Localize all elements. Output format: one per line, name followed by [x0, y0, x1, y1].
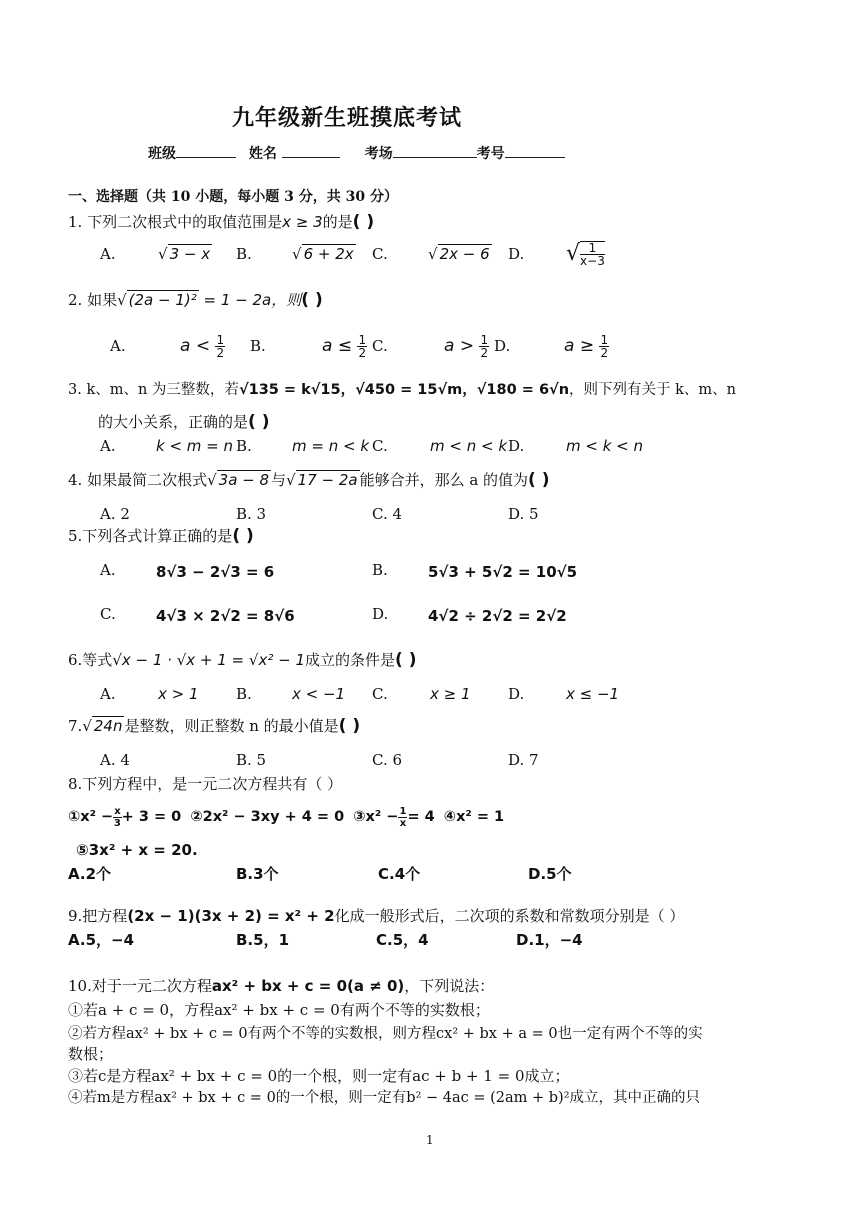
q5-option-d-value: 4√2 ÷ 2√2 = 2√2 — [428, 607, 567, 625]
q5-option-a[interactable] — [100, 560, 116, 580]
q3-text-line2: 的大小关系，正确的是 — [98, 413, 249, 431]
exam-title: 九年级新生班摸底考试 — [232, 105, 463, 131]
q6-option-b-value: x < −1 — [292, 685, 346, 703]
question-4-stem: 4. 如果最简二次根式√ 3a − 8 与√ 17 − 2a 能够合并，那么 a 的值为( ) — [68, 470, 550, 490]
section-heading: 一、选择题（共 10 小题，每小题 3 分，共 30 分） — [68, 189, 398, 205]
q2-option-c[interactable] — [372, 336, 388, 356]
q6-option-d[interactable] — [508, 684, 524, 704]
class-label: 班级 — [148, 146, 176, 162]
fraction-numerator: 1 — [480, 332, 489, 347]
q7-option-a[interactable]: A. 4 — [100, 751, 130, 769]
name-blank[interactable] — [282, 143, 340, 158]
class-blank[interactable] — [176, 143, 236, 158]
q3-option-a[interactable] — [100, 436, 116, 456]
radicand: 2x − 6 — [439, 245, 490, 263]
fraction-numerator: 1 — [600, 332, 609, 347]
room-blank[interactable] — [393, 143, 477, 158]
q1-option-d-value: √ $\frac{1}{x-3}$ — [566, 241, 605, 268]
q8-equations — [68, 802, 504, 832]
q6-option-b[interactable] — [236, 684, 252, 704]
q5-option-b-value: 5√3 + 5√2 = 10√5 — [428, 563, 578, 581]
q9-math: (2x − 1)(3x + 2) = x² + 2 — [127, 907, 335, 925]
q5-option-d[interactable] — [372, 604, 388, 624]
fraction-denominator: x — [399, 817, 407, 829]
q7-option-d[interactable]: D. 7 — [508, 751, 539, 769]
option-label: C. — [100, 605, 116, 623]
radicand: (2a − 1)² — [128, 291, 197, 309]
q6-text: 6.等式 — [68, 651, 113, 669]
q6-option-d-value: x ≤ −1 — [566, 685, 620, 703]
option-label: A. — [100, 437, 116, 455]
fraction-numerator: 1 — [399, 805, 407, 817]
inequality: a > — [444, 336, 475, 356]
option-label: B. — [250, 337, 266, 355]
q6-option-a-value: x > 1 — [158, 685, 199, 703]
q10-text: 10.对于一元二次方程 — [68, 977, 212, 995]
q4-option-d[interactable]: D. 5 — [508, 505, 539, 523]
radicand: 17 − 2a — [297, 471, 358, 489]
fraction-numerator: x — [114, 805, 121, 817]
q5-option-a-value: 8√3 − 2√3 = 6 — [156, 563, 275, 581]
q1-math: x ≥ 3 — [282, 213, 323, 231]
number-label: 考号 — [476, 146, 505, 162]
q3-text-post: ，则下列有关于 k、m、n — [569, 382, 737, 398]
q4-text-post: 能够合并，那么 a 的值为 — [359, 471, 529, 489]
q4-option-b[interactable]: B. 3 — [236, 505, 267, 523]
q10-math: ax² + bx + c = 0(a ≠ 0) — [211, 977, 405, 995]
fraction-numerator: 1 — [358, 332, 367, 347]
option-label: C. — [372, 337, 388, 355]
q7-text-post: 是整数，则正整数 n 的最小值是 — [124, 717, 339, 735]
fraction-denominator: x−3 — [580, 254, 605, 268]
q3-option-a-value: k < m = n — [156, 437, 234, 455]
fraction-numerator: 1 — [216, 332, 225, 347]
q3-math: √135 = k√15，√450 = 15√m，√180 = 6√n — [238, 382, 570, 398]
q2-option-b[interactable] — [250, 336, 266, 356]
q1-option-a-value: √ 3 − x — [158, 245, 211, 263]
q3-text: 3. k、m、n 为三整数，若 — [68, 382, 239, 398]
fraction-denominator: 2 — [480, 345, 489, 360]
q10-text-post: ，下列说法： — [404, 977, 495, 995]
q6-option-c[interactable] — [372, 684, 388, 704]
radicand: 3a − 8 — [218, 471, 270, 489]
q4-option-a[interactable]: A. 2 — [100, 505, 130, 523]
q10-statement-2-line2: 数根； — [68, 1045, 114, 1063]
q3-option-d[interactable] — [508, 436, 524, 456]
option-label: D. — [508, 245, 525, 263]
q2-option-d-value — [564, 326, 609, 366]
question-9-stem — [68, 906, 684, 926]
answer-paren[interactable]: ( ) — [232, 526, 254, 546]
option-label: D. — [508, 437, 525, 455]
q1-option-b[interactable] — [236, 244, 252, 264]
answer-paren[interactable]: ( ) — [248, 412, 270, 432]
inequality: a < — [180, 336, 211, 356]
q10-statement-4: ④若m是方程ax² + bx + c = 0的一个根，则一定有b² − 4ac = (2am + b)²成立，其中正确的只 — [68, 1090, 701, 1106]
question-2-stem: 2. 如果√ (2a − 1)² = 1 − 2a，则( ) — [68, 290, 323, 310]
option-label: A. — [100, 561, 116, 579]
q4-option-c[interactable]: C. 4 — [372, 505, 403, 523]
q1-option-a[interactable] — [100, 244, 116, 264]
equation-1: ①x² − — [68, 809, 114, 825]
q9-text: 9.把方程 — [68, 907, 128, 925]
q9-option-a[interactable]: A.5，−4 — [68, 931, 135, 949]
q1-option-c-value: √ 2x − 6 — [428, 245, 490, 263]
q5-option-b[interactable] — [372, 560, 388, 580]
q4-text-mid: 与 — [271, 471, 287, 489]
q10-statement-2-line1: ②若方程ax² + bx + c = 0有两个不等的实数根，则方程cx² + bx + a = 0也一定有两个不等的实 — [68, 1026, 703, 1042]
option-label: B. — [372, 561, 388, 579]
question-3-stem-line2 — [98, 412, 269, 432]
q1-option-c[interactable] — [372, 244, 388, 264]
answer-paren[interactable]: ( ) — [395, 650, 417, 670]
q2-option-c-value — [444, 326, 489, 366]
q3-option-b[interactable] — [236, 436, 252, 456]
answer-paren[interactable]: ( ) — [338, 716, 361, 736]
equation-2: ②2x² − 3xy + 4 = 0 — [190, 809, 345, 825]
question-3-stem-line1 — [68, 380, 736, 400]
inequality: a ≤ — [322, 336, 353, 356]
equation-3-post: = 4 — [407, 809, 435, 825]
q1-text-post: 的是 — [322, 213, 353, 231]
q7-option-c[interactable]: C. 6 — [372, 751, 403, 769]
equation-4: ④x² = 1 — [443, 809, 505, 825]
fraction-denominator: 2 — [358, 345, 367, 360]
fraction-numerator: 1 — [580, 242, 605, 255]
page-number: 1 — [426, 1133, 434, 1147]
q9-text-post: 化成一般形式后，二次项的系数和常数项分别是（ ） — [334, 907, 685, 925]
exam-info-line — [148, 143, 565, 164]
q3-option-c-value: m < n < k — [430, 437, 508, 455]
q9-option-c[interactable]: C.5，4 — [376, 931, 429, 949]
radicand: 6 + 2x — [303, 245, 354, 263]
question-7-stem: 7.√ 24n 是整数，则正整数 n 的最小值是( ) — [68, 716, 361, 736]
question-6-stem — [68, 650, 416, 670]
fraction-denominator: 3 — [113, 817, 121, 829]
q1-option-d[interactable] — [508, 244, 524, 264]
q10-statement-3: ③若c是方程ax² + bx + c = 0的一个根，则一定有ac + b + 1 = 0成立； — [68, 1067, 570, 1085]
q7-option-b[interactable]: B. 5 — [236, 751, 267, 769]
question-1-stem — [68, 212, 374, 232]
q10-statement-1: ①若a + c = 0，方程ax² + bx + c = 0有两个不等的实数根； — [68, 1001, 490, 1019]
q2-option-a[interactable] — [110, 336, 126, 356]
q2-option-d[interactable] — [494, 336, 510, 356]
q6-math: √x − 1 · √x + 1 = √x² − 1 — [112, 651, 305, 669]
option-label: B. — [236, 245, 252, 263]
question-5-stem — [68, 526, 254, 546]
fraction-denominator: 2 — [600, 345, 609, 360]
q3-option-c[interactable] — [372, 436, 388, 456]
q3-option-d-value: m < k < n — [566, 437, 644, 455]
question-8-stem: 8.下列方程中，是一元二次方程共有（ ） — [68, 775, 343, 793]
question-10-stem — [68, 976, 494, 996]
q8-option-b[interactable]: B.3个 — [236, 865, 279, 883]
q6-option-a[interactable] — [100, 684, 116, 704]
q2-option-b-value — [322, 326, 367, 366]
q9-option-b[interactable]: B.5，1 — [236, 931, 290, 949]
option-label: C. — [372, 437, 388, 455]
option-label: C. — [372, 245, 388, 263]
option-label: A. — [110, 337, 126, 355]
option-label: A. — [100, 245, 116, 263]
equation-3: ③x² − — [353, 809, 399, 825]
q2-option-a-value — [180, 326, 225, 366]
q7-text: 7. — [68, 717, 83, 735]
radicand: 24n — [93, 717, 123, 735]
option-label: D. — [494, 337, 511, 355]
q8-option-a[interactable]: A.2个 — [68, 865, 112, 883]
q6-text-post: 成立的条件是 — [304, 651, 395, 669]
option-label: C. — [372, 685, 388, 703]
q6-option-c-value: x ≥ 1 — [430, 685, 471, 703]
q8-equation-5: ⑤3x² + x = 20. — [76, 841, 198, 859]
q8-option-d[interactable]: D.5个 — [528, 865, 572, 883]
q4-text: 4. 如果最简二次根式 — [68, 471, 208, 489]
q3-option-b-value: m = n < k — [292, 437, 370, 455]
q2-text: 2. 如果 — [68, 291, 118, 309]
room-label: 考场 — [364, 146, 393, 162]
option-label: D. — [508, 685, 525, 703]
q1-text: 1. 下列二次根式中的取值范围是 — [68, 213, 283, 231]
equation-1-post: + 3 = 0 — [121, 809, 182, 825]
fraction-denominator: 2 — [216, 345, 225, 360]
inequality: a ≥ — [564, 336, 595, 356]
q1-option-b-value: √ 6 + 2x — [292, 245, 354, 263]
q8-option-c[interactable]: C.4个 — [378, 865, 421, 883]
q9-option-d[interactable]: D.1，−4 — [516, 931, 583, 949]
answer-paren[interactable]: ( ) — [301, 290, 323, 310]
q5-option-c[interactable] — [100, 604, 116, 624]
q2-text-post: = 1 − 2a，则 — [198, 291, 302, 309]
option-label: A. — [100, 685, 116, 703]
option-label: B. — [236, 437, 252, 455]
number-blank[interactable] — [505, 143, 565, 158]
q5-option-c-value: 4√3 × 2√2 = 8√6 — [156, 607, 295, 625]
name-label: 姓名 — [248, 146, 277, 162]
option-label: D. — [372, 605, 389, 623]
radicand: 3 − x — [169, 245, 211, 263]
answer-paren[interactable]: ( ) — [352, 212, 375, 232]
q5-text: 5.下列各式计算正确的是 — [68, 527, 233, 545]
option-label: B. — [236, 685, 252, 703]
answer-paren[interactable]: ( ) — [528, 470, 550, 490]
